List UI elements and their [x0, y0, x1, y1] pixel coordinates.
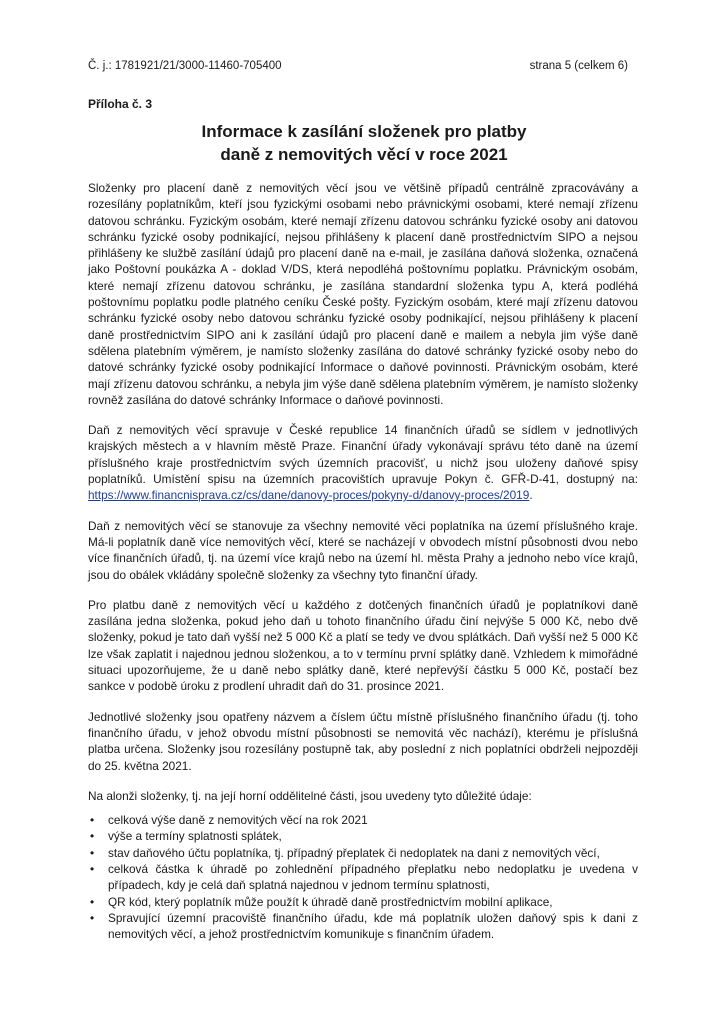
pokyn-link[interactable]: https://www.financnisprava.cz/cs/dane/danovy-proces/pokyny-d/danovy-proces/2019 [88, 488, 530, 503]
title-line-1: Informace k zasílání složenek pro platby [201, 122, 527, 141]
bullet-icon: • [90, 813, 95, 828]
bullet-icon: • [90, 894, 95, 909]
paragraph-1: Složenky pro placení daně z nemovitých věcí jsou ve většině případů centrálně zpracovávány a rozesílány poplatníkům, kteří jsou fyzickými osobami nebo právnickými osobami, které nemají zřízenu datovou schránku. Fyzickým osobám, které nemají zřízenu datovou schránku fyzické osoby ani datovou schránku fyzické osoby podnikající, nejsou přihlášeny k placení daně prostřednictvím SIPO a nejsou přihlášeny ke službě zasílání údajů pro placení daně na e-mail, je zasílána daňová složenka, označená jako Poštovní poukázka A - doklad V/DS, která nepodléhá poštovnímu poplatku. Právnickým osobám, které nemají zřízenu datovou schránku, je zasílána standardní složenka typu A, která podléhá poštovnímu poplatku podle platného ceníku České pošty. Fyzickým osobám, které mají zřízenu datovou schránku fyzické osoby nebo datovou schránku fyzické osoby podnikající, nejsou přihlášeny k placení daně prostřednictvím SIPO ani k zasílání údajů pro placení daně e mailem a nebyla jim výše daně sdělena platebním výměrem, je namísto složenky zasílána do datové schránky fyzické osoby nebo do datové schránky fyzické osoby podnikající Informace o daňové povinnosti. Právnickým osobám, které mají zřízenu datovou schránku, a nebyla jim výše daně sdělena platebním výměrem, je namísto složenky rovněž zasílána do datové schránky Informace o daňové povinnosti. [88, 181, 638, 407]
title-line-2: daně z nemovitých věcí v roce 2021 [220, 145, 508, 164]
bullet-icon: • [90, 829, 95, 844]
document-title [88, 120, 640, 166]
list-item: • stav daňového účtu poplatníka, tj. případný přeplatek či nedoplatek na dani z nemovitých věcí, [90, 845, 600, 860]
page-number: strana 5 (celkem 6) [529, 60, 628, 72]
paragraph-4: Pro platbu daně z nemovitých věcí u každého z dotčených finančních úřadů je poplatníkovi daně zasílána jedna složenka, pokud jeho daň u tohoto finančního úřadu činí nejvýše 5 000 Kč, nebo dvě složenky, pokud je tato daň vyšší než 5 000 Kč a platí se tedy ve dvou splátkách. Daň vyšší než 5 000 Kč lze však zaplatit i najednou jednou složenkou, a to v termínu první splátky daně. Vzhledem k mimořádné situaci upozorňujeme, že u daně nebo splátky daně, které nepřevýší částku 5 000 Kč, postačí bez sankce v podobě úroku z prodlení uhradit daň do 31. prosince 2021. [88, 597, 638, 694]
paragraph-3: Daň z nemovitých věcí se stanovuje za všechny nemovité věci poplatníka na území příslušného kraje. Má-li poplatník daně více nemovitých věcí, které se nacházejí v obvodech místní působnosti dvou nebo více finančních úřadů, tj. na území více krajů nebo na území hl. města Prahy a jednoho nebo více krajů, jsou do obálek vkládány společně složenky za všechny tyto finanční úřady. [88, 518, 638, 582]
info-list [88, 812, 638, 942]
list-item: • Spravující územní pracoviště finančního úřadu, kde má poplatník uložen daňový spis k dani z nemovitých věcí, a jehož prostřednictvím komunikuje s finančním úřadem. [90, 910, 638, 942]
paragraph-6: Na alonži složenky, tj. na její horní oddělitelné části, jsou uvedeny tyto důležité údaje: [88, 788, 532, 803]
document-body [88, 180, 638, 942]
paragraph-2-text: Daň z nemovitých věcí spravuje v České republice 14 finančních úřadů se sídlem v jednotlivých krajských městech a v hlavním městě Praze. Finanční úřady vykonávají správu této daně na území příslušného kraje prostřednictvím svých územních pracovišť, u nichž jsou uloženy daňové spisy poplatníků. Umístění spisu na územních pracovištích upravuje Pokyn č. GFŘ-D-41, dostupný na: [88, 423, 638, 487]
list-item: • celková výše daně z nemovitých věcí na rok 2021 [90, 813, 368, 828]
list-item: • výše a termíny splatnosti splátek, [90, 829, 282, 844]
bullet-icon: • [90, 845, 95, 860]
list-item: • celková částka k úhradě po zohlednění případného přeplatku nebo nedoplatku je uvedena v případech, kdy je celá daň splatná najednou v jednom termínu splatnosti, [90, 861, 638, 893]
bullet-icon: • [90, 861, 95, 876]
list-item: • QR kód, který poplatník může použít k úhradě daně prostřednictvím mobilní aplikace, [90, 894, 553, 909]
bullet-icon: • [90, 910, 95, 925]
paragraph-2-end: . [529, 488, 533, 503]
annex-label: Příloha č. 3 [88, 97, 153, 111]
paragraph-2 [88, 422, 638, 503]
paragraph-5: Jednotlivé složenky jsou opatřeny názvem a číslem účtu místně příslušného finančního úřadu (tj. toho finančního úřadu, v jehož obvodu místní působnosti se nemovitá věc nachází), kterému je příslušná platba určena. Složenky jsou rozesílány postupně tak, aby poslední z nich poplatníci obdrželi nejpozději do 25. května 2021. [88, 709, 638, 773]
reference-number: Č. j.: 1781921/21/3000-11460-705400 [88, 60, 282, 72]
